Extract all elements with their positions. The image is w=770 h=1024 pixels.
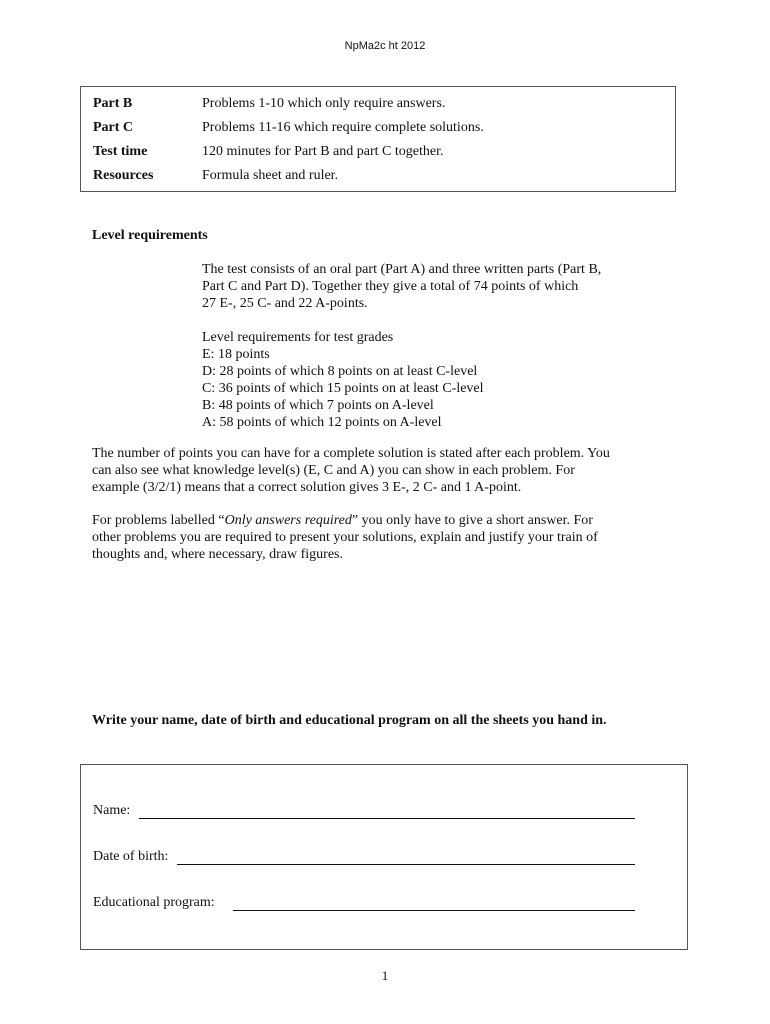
student-info-form (80, 764, 688, 950)
dob-label: Date of birth: (93, 849, 169, 864)
program-field[interactable] (233, 910, 635, 911)
info-label: Part B (93, 96, 133, 111)
hand-in-instruction: Write your name, date of birth and educational program on all the sheets you hand in. (92, 713, 607, 728)
text-span: ” you only have to give a short answer. For (351, 513, 593, 528)
info-value: 120 minutes for Part B and part C together. (202, 144, 444, 159)
text-line: thoughts and, where necessary, draw figures. (92, 547, 344, 562)
info-label: Test time (93, 144, 148, 159)
text-line: The test consists of an oral part (Part A) and three written parts (Part B, (202, 262, 602, 277)
grade-line: B: 48 points of which 7 points on A-level (202, 398, 434, 413)
text-line: Part C and Part D). Together they give a total of 74 points of which (202, 279, 579, 294)
name-label: Name: (93, 803, 131, 818)
text-line: 27 E-, 25 C- and 22 A-points. (202, 296, 368, 311)
text-line: The number of points you can have for a complete solution is stated after each problem. You (92, 446, 610, 461)
text-line: other problems you are required to present your solutions, explain and justify your train of (92, 530, 598, 545)
dob-field[interactable] (177, 864, 635, 865)
info-label: Resources (93, 168, 154, 183)
info-value: Problems 11-16 which require complete solutions. (202, 120, 484, 135)
answers-paragraph (92, 512, 682, 563)
program-label: Educational program: (93, 895, 215, 910)
text-line: can also see what knowledge level(s) (E, C and A) you can show in each problem. For (92, 463, 575, 478)
test-info-box (80, 86, 676, 192)
italic-emphasis: Only answers required (224, 513, 352, 528)
name-field[interactable] (139, 818, 635, 819)
level-intro (202, 261, 601, 312)
grade-line: D: 28 points of which 8 points on at least C-level (202, 364, 478, 379)
grade-line: E: 18 points (202, 347, 270, 362)
text-span: For problems labelled “ (92, 513, 225, 528)
level-requirements-title: Level requirements (92, 228, 208, 243)
page-number: 1 (381, 968, 389, 983)
info-label: Part C (93, 120, 134, 135)
grade-line: A: 58 points of which 12 points on A-level (202, 415, 442, 430)
grades-title: Level requirements for test grades (202, 330, 394, 345)
text-line: example (3/2/1) means that a correct solution gives 3 E-, 2 C- and 1 A-point. (92, 480, 522, 495)
page-header-code: NpMa2c ht 2012 (344, 40, 426, 52)
grade-requirements (202, 329, 484, 431)
info-value: Formula sheet and ruler. (202, 168, 339, 183)
grade-line: C: 36 points of which 15 points on at least C-level (202, 381, 484, 396)
points-paragraph (92, 445, 682, 496)
info-value: Problems 1-10 which only require answers. (202, 96, 446, 111)
text-line (92, 512, 682, 529)
